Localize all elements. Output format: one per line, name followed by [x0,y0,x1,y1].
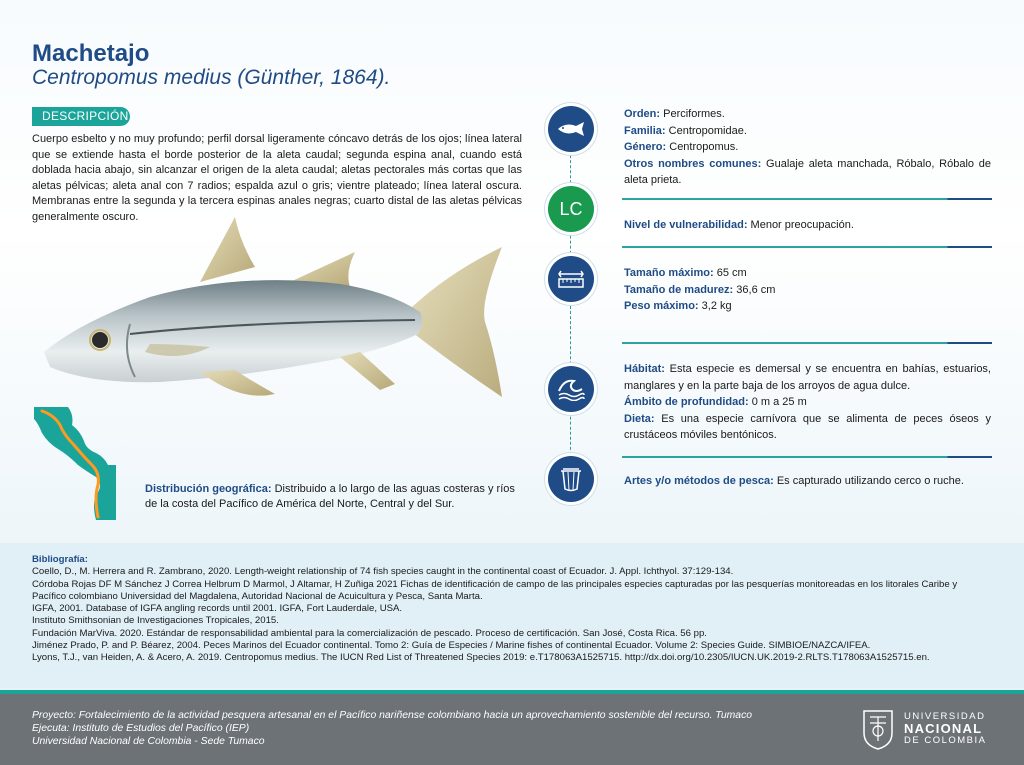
separator [622,246,992,248]
separator [622,456,992,458]
university-line-2: NACIONAL [904,721,983,736]
bibliography-entry: Lyons, T.J., van Heiden, A. & Acero, A. 2019. Centropomus medius. The IUCN Red List of Threatened Species 2019: e.T178063A1525715. http://dx.doi.org/10.2305/IUCN.UK.2019-2.RLTS.T178063A1525715.en. [32,652,930,664]
vulnerability-label: Nivel de vulnerabilidad: [624,219,748,231]
university-line-1: UNIVERSIDAD [904,711,986,722]
familia-label: Familia: [624,124,666,137]
distribution-text [145,482,515,512]
distribution-map [34,405,124,520]
bibliography-entry: Coello, D., M. Herrera and R. Zambrano, 2020. Length-weight relationship of 74 fish species caught in the continental coast of Ecuador. J. Appl. Ichthyol. 37:129-134. [32,566,734,578]
net-icon [548,456,594,502]
bibliography-entry: Instituto Smithsonian de Investigaciones Tropicales, 2015. [32,615,279,627]
university-name [904,711,987,747]
bibliography-title: Bibliografía: [32,554,88,565]
description-tag: DESCRIPCIÓN [32,107,130,126]
fish-illustration [40,212,510,412]
taxonomy-block [624,106,991,189]
lc-badge [548,186,594,232]
bibliography-entry: Córdoba Rojas DF M Sánchez J Correa Helbrum D Marmol, J Altamar, H Zuñiga 2021 Fichas de identificación de campo de las principales especies capturadas por las pesquerías monitoreadas en los litorales Caribe y Pacífico colombiano Universidad del Magdalena, Autoridad Nacional de Acuicultura y Pesca, Santa Marta. [32,578,958,602]
fishing-value: Es capturado utilizando cerco o ruche. [773,475,964,487]
genero-label: Género: [624,141,667,153]
bibliography [32,554,992,665]
footer-executor: Ejecuta: Instituto de Estudios del Pacífico (IEP) [32,723,250,735]
max-size-label: Tamaño máximo: [624,267,714,279]
university-seal-icon [860,707,896,751]
habitat-value: Esta especie es demersal y se encuentra en bahías, estuarios, manglares y en la parte baja de los arroyos de agua dulce. [624,363,991,392]
max-weight-label: Peso máximo: [624,300,699,312]
maturity-size-value: 36,6 cm [733,283,776,296]
ruler-icon [548,256,594,302]
diet-value: Es una especie carnívora que se alimenta de peces óseos y crustáceos móviles bentónicos. [624,412,991,441]
orden-value: Perciformes. [660,108,725,120]
separator [622,198,992,200]
maturity-size-label: Tamaño de madurez: [624,283,734,296]
habitat-label: Hábitat: [624,363,665,375]
university-logo [860,704,987,754]
wave-icon [548,366,594,412]
depth-value: 0 m a 25 m [748,396,807,408]
otros-value: Gualaje aleta manchada, Róbalo, Róbalo de aleta prieta. [624,157,991,186]
separator [622,342,992,344]
fishing-label: Artes y/o métodos de pesca: [624,475,774,487]
footer-project: Proyecto: Fortalecimiento de la actividad pesquera artesanal en el Pacífico nariñense colombiano hacia un aprovechamiento sostenible del recurso. Tumaco [32,710,753,721]
familia-value: Centropomidae. [665,124,747,137]
bibliography-entry: IGFA, 2001. Database of IGFA angling records until 2001. IGFA, Fort Lauderdale, USA. [32,603,403,615]
max-size-value: 65 cm [713,267,747,279]
common-name: Machetajo [32,40,150,67]
diet-label: Dieta: [624,412,655,425]
description-text: Cuerpo esbelto y no muy profundo; perfil dorsal ligeramente cóncavo detrás de los ojos; línea lateral que se extiende hasta el borde posterior de la aleta caudal; segunda espina anal, cuando está doblada hacia abajo, sin alcanzar el origen de la aleta caudal; aletas pectorales más cortas que las aletas pélvicas; aleta anal con 7 radios; espalda azul o gris; vientre plateado; línea lateral oscura. Membranas entre la segunda y la tercera espinas anales negras; cuarto distal de las aletas pélvicas generalmente oscuro. [32,133,522,223]
bibliography-entry: Jiménez Prado, P. and P. Béarez, 2004. Peces Marinos del Ecuador continental. Tomo 2: Guía de Especies / Marine fishes of continental Ecuador. Volume 2: Species Guide. SIMBIOE/NAZCA/IFEA. [32,640,871,652]
habitat-block [624,361,991,444]
distribution-label: Distribución geográfica: [145,483,272,495]
footer-credits [32,709,752,749]
size-block [624,265,991,315]
bibliography-entry: Fundación MarViva. 2020. Estándar de responsabilidad ambiental para la comercialización de pescado. Proceso de certificación. San José, Costa Rica. 56 pp. [32,627,707,639]
icon-column-line [570,130,571,480]
vulnerability-value: Menor preocupación. [747,219,854,231]
distribution-value: Distribuido a lo largo de las aguas costeras y ríos de la costa del Pacífico de América del Norte, Central y del Sur. [145,483,515,510]
fishing-block [624,473,991,490]
max-weight-value: 3,2 kg [698,300,732,312]
vulnerability-block [624,217,991,234]
genero-value: Centropomus. [666,141,739,153]
footer-university: Universidad Nacional de Colombia - Sede Tumaco [32,736,265,748]
lc-badge-text: LC [559,198,583,219]
scientific-name: Centropomus medius (Günther, 1864). [32,66,391,89]
university-line-3: DE COLOMBIA [904,735,987,746]
fish-icon [548,106,594,152]
otros-label: Otros nombres comunes: [624,157,762,170]
depth-label: Ámbito de profundidad: [624,396,749,408]
orden-label: Orden: [624,108,661,120]
